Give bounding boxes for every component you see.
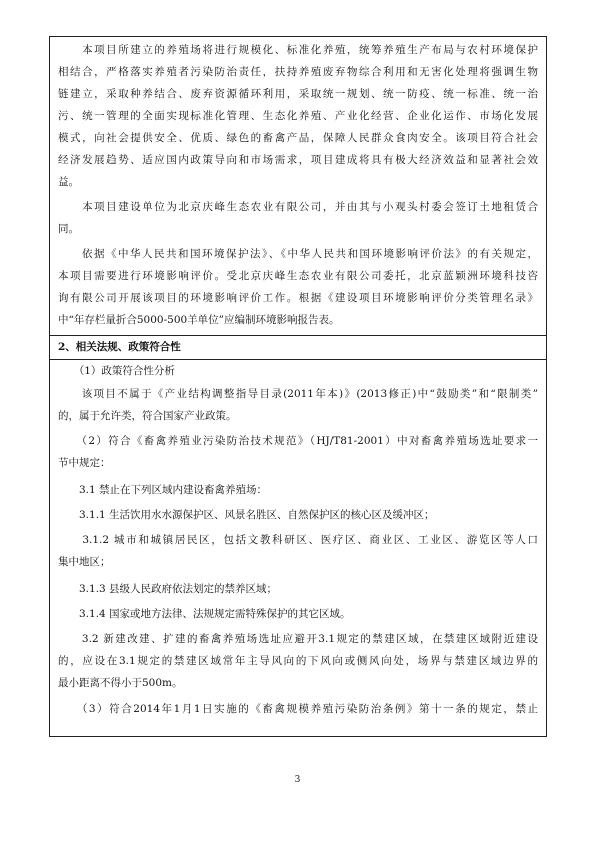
section-divider — [50, 359, 546, 360]
paragraph-line: 集中地区； — [58, 556, 111, 568]
subsection-heading: （1）政策符合性分析 — [58, 365, 175, 377]
paragraph-line: 经济发展趋势、适应国内政策导向和市场需求，项目建成将具有极大经济效益和显著社会效 — [58, 154, 538, 166]
paragraph-line: 3.2 新建改建、扩建的畜禽养殖场选址应避开3.1规定的禁建区域，在禁建区域附近建设 — [58, 633, 538, 645]
paragraph-line: 污、统一管理的全面实现标准化管理、生态化养殖、产业化经营、企业化运作、市场化发展 — [58, 110, 538, 122]
paragraph-line: 链建立，采取种养结合、废弃资源循环利用，采取统一规划、统一防疫、统一标准、统一治 — [58, 88, 538, 100]
page-number: 3 — [294, 775, 301, 785]
paragraph-line: 该项目不属于《产业结构调整指导目录(2011年本)》(2013修正)中“鼓励类”和“限制类” — [58, 388, 538, 400]
paragraph-line: 3.1.4 国家或地方法律、法规规定需特殊保护的其它区域。 — [58, 608, 351, 620]
paragraph-line: 最小距离不得小于500m。 — [58, 677, 183, 689]
paragraph-line: （2）符合《畜禽养殖业污染防治技术规范》（HJ/T81-2001）中对畜禽养殖场选址要求一 — [58, 435, 538, 447]
paragraph-line: 本项目建设单位为北京庆峰生态农业有限公司，并由其与小观头村委会签订土地租赁合 — [58, 201, 538, 213]
section-heading: 2、相关法规、政策符合性 — [58, 341, 181, 353]
paragraph-line: 3.1.3 县级人民政府依法划定的禁养区域； — [58, 583, 278, 595]
content-table-frame — [49, 36, 547, 737]
section-divider — [50, 335, 546, 336]
paragraph-line: 相结合，严格落实养殖者污染防治责任，扶持养殖废弃物综合利用和无害化处理将强调生物 — [58, 66, 538, 78]
paragraph-line: 模式，向社会提供安全、优质、绿色的畜禽产品，保障人民群众食肉安全。该项目符合社会 — [58, 132, 538, 144]
paragraph-line: 的，属于允许类，符合国家产业政策。 — [58, 410, 237, 422]
paragraph-line: 3.1 禁止在下列区域内建设畜禽养殖场： — [58, 484, 268, 496]
paragraph-line: 本项目所建立的养殖场将进行规模化、标准化养殖，统筹养殖生产布局与农村环境保护 — [58, 44, 538, 56]
paragraph-line: 益。 — [58, 176, 79, 188]
paragraph-line: 询有限公司开展该项目的环境影响评价工作。根据《建设项目环境影响评价分类管理名录》 — [58, 292, 538, 304]
paragraph-line: 本项目需要进行环境影响评价。受北京庆峰生态农业有限公司委托，北京蓝颖洲环境科技咨 — [58, 270, 538, 282]
paragraph-line: 中“年存栏量折合5000-500羊单位”应编制环境影响报告表。 — [58, 314, 340, 326]
paragraph-line: 节中规定： — [58, 457, 111, 469]
paragraph-line: 的，应设在3.1规定的禁建区域常年主导风向的下风向或侧风向处，场界与禁建区域边界的 — [58, 655, 538, 667]
paragraph-line: 依据《中华人民共和国环境保护法》、《中华人民共和国环境影响评价法》的有关规定， — [58, 248, 538, 260]
paragraph-line: 同。 — [58, 223, 79, 235]
paragraph-line: （3）符合2014年1月1日实施的《畜禽规模养殖污染防治条例》第十一条的规定，禁止 — [58, 703, 538, 715]
paragraph-line: 3.1.1 生活饮用水水源保护区、风景名胜区、自然保护区的核心区及缓冲区； — [58, 509, 435, 521]
paragraph-line: 3.1.2 城市和城镇居民区，包括文教科研区、医疗区、商业区、工业区、游览区等人口 — [58, 534, 538, 546]
